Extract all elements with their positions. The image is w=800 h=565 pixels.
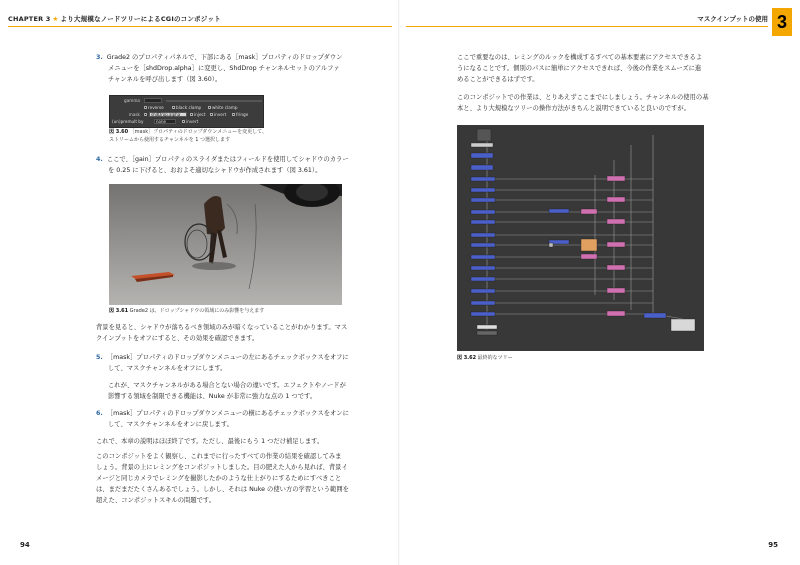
- text-line: 超えた、コンポジットスキルの問題です。: [96, 497, 216, 504]
- text-line: クインプットをオフにすると、その効果を確認できます。: [96, 335, 259, 342]
- text-line: チャンネルを呼び出します（図 3.60）。: [108, 76, 222, 83]
- render-photo-lemming-shadow: [109, 184, 342, 305]
- step-4: [96, 154, 386, 176]
- merge-node: [607, 242, 625, 247]
- merge-node: [607, 288, 625, 293]
- page-number-left: 94: [20, 541, 30, 549]
- write-node: [477, 325, 497, 329]
- write-node: [477, 331, 497, 335]
- figure-3-61-caption: [109, 308, 349, 316]
- step-3: [96, 52, 386, 85]
- black-clamp-checkbox: black clamp: [172, 105, 201, 110]
- merge-node: [644, 313, 666, 318]
- figure-label: 図 3.61: [109, 308, 129, 314]
- gamma-label: gamma: [124, 97, 140, 103]
- text-line: して、マスクチャンネルをオフにします。: [108, 365, 227, 372]
- shuffle-node: [471, 188, 495, 192]
- step-number: 6.: [96, 410, 103, 417]
- photo-illustration: [109, 184, 342, 305]
- header-rule: [406, 26, 768, 27]
- inject-checkbox: inject: [190, 112, 206, 117]
- shuffle-node: [471, 266, 495, 270]
- step-5: [96, 352, 391, 374]
- text-line: これが、マスクチャンネルがある場合とない場合の違いです。エフェクトやノードが: [108, 382, 346, 389]
- header-rule: [8, 26, 392, 27]
- step-number: 4.: [96, 156, 103, 163]
- node-label: [471, 143, 493, 147]
- paragraph-4: [96, 451, 394, 506]
- shuffle-node: [471, 220, 495, 224]
- mask-grade-node: [581, 239, 597, 251]
- right-paragraph-1: [457, 52, 757, 85]
- figure-label: 図 3.60: [109, 129, 129, 135]
- grade-node: [581, 209, 597, 214]
- figure-label: 図 3.62: [457, 355, 477, 361]
- fringe-checkbox: fringe: [232, 112, 248, 117]
- gamma-field: [144, 98, 162, 103]
- mask-checkbox: [144, 113, 147, 116]
- viewer-node: [671, 319, 695, 331]
- grade-node: [549, 209, 569, 213]
- figure-3-60-caption: [109, 129, 349, 144]
- step-number: 5.: [96, 354, 103, 361]
- shuffle-node: [471, 289, 495, 293]
- mask-dropdown: shdDrop.alpha: [149, 112, 187, 117]
- section-title: マスクインプットの使用: [697, 15, 768, 23]
- paragraph-1: [96, 322, 391, 344]
- white-clamp-checkbox: white clamp: [208, 105, 238, 110]
- shuffle-node: [471, 210, 495, 214]
- read-node: [477, 129, 491, 141]
- text-line: 本と、より大規模なツリーの操作方法がきちんと説明できていると良いのですが。: [457, 105, 690, 112]
- shuffle-node: [471, 198, 495, 202]
- properties-panel-screenshot: [109, 95, 264, 128]
- shuffle-node: [471, 177, 495, 181]
- shuffle-node: [471, 312, 495, 316]
- right-paragraph-2: [457, 92, 757, 114]
- right-page: [400, 0, 800, 565]
- dot-node: [549, 243, 553, 247]
- text-line: これで、本章の説明はほぼ終了です。ただし、最後にもう 1 つだけ補足します。: [96, 438, 324, 445]
- shuffle-node: [471, 233, 495, 237]
- text-line: ここで、［gain］プロパティのスライダまたはフィールドを使用してシャドウのカラー: [106, 156, 349, 163]
- node-graph-screenshot: [457, 125, 704, 351]
- text-line: Grade2 のプロパティパネルで、下部にある［mask］プロパティのドロップダウン: [106, 54, 343, 61]
- text-line: めることができるはずです。: [457, 76, 539, 83]
- node-tree-diagram: [457, 125, 704, 351]
- invert-checkbox: invert: [210, 112, 226, 117]
- text-line: 背景を見ると、シャドウが落ちるべき領域のみが暗くなっていることがわかります。マス: [96, 324, 348, 331]
- chapter-label: CHAPTER 3: [8, 15, 51, 23]
- text-line: メニューを［shdDrop.alpha］に変更し、ShdDrop チャンネルセットのアルファ: [108, 65, 340, 72]
- reverse-checkbox: reverse: [144, 105, 164, 110]
- text-line: このコンポジットをよく観察し、これまでに行ったすべての作業の結果を確認してみま: [96, 453, 342, 460]
- unpremult-label: (un)premult by: [112, 118, 144, 124]
- grade-node: [581, 254, 597, 259]
- shuffle-node: [471, 277, 495, 281]
- text-line: して、マスクチャンネルをオンに戻します。: [108, 421, 233, 428]
- chapter-tab: 3: [772, 8, 792, 36]
- paragraph-2: [108, 380, 393, 402]
- text-line: ［mask］プロパティのドロップダウンメニューの横にあるチェックボックスをオンに: [106, 410, 349, 417]
- gamma-slider: [166, 100, 262, 102]
- step-6: [96, 408, 391, 430]
- text-line: しょう。背景の上にレミングをコンポジットしました。目の肥えた人から見れば、背景イ: [96, 464, 348, 471]
- text-line: 影響する領域を制限できる機能は、Nuke が非常に強力な点の 1 つです。: [108, 393, 317, 400]
- shuffle-node: [471, 301, 495, 305]
- text-line: メージと同じカメラでレミングを撮影したかのような仕上がりにするためにすべきこと: [96, 475, 342, 482]
- text-line: を 0.25 に下げると、おおよそ適切なシャドウが作成されます（図 3.61）。: [108, 167, 322, 174]
- running-header-left: [8, 14, 221, 23]
- figure-3-62-caption: [457, 355, 513, 363]
- merge-node: [607, 311, 625, 316]
- unpremult-dropdown: none: [154, 119, 176, 124]
- caption-text: ストリームから使用するチャンネルを 1 つ選択します: [109, 136, 231, 143]
- caption-text: 最終的なツリー: [477, 355, 513, 361]
- text-line: うになることです。個別のパスに簡単にアクセスできれば、今後の作業をスムーズに進: [457, 65, 702, 72]
- merge-node: [607, 176, 625, 181]
- text-line: ［mask］プロパティのドロップダウンメニューの左にあるチェックボックスをオフに: [106, 354, 349, 361]
- text-line: は、まだまだたくさんあるでしょう。しかし、それは Nuke の使い方の学習という範囲を: [96, 486, 349, 493]
- mask-label: mask: [128, 111, 140, 117]
- step-number: 3.: [96, 54, 103, 61]
- text-line: ここで重要なのは、レミングのルックを構成するすべての基本要素にアクセスできるよ: [457, 54, 703, 61]
- caption-text: Grade2 は、ドロップシャドウの領域にのみ影響を与えます: [129, 308, 265, 314]
- paragraph-3: [96, 436, 391, 447]
- channel-node: [471, 165, 493, 170]
- chapter-title: より大規模なノードツリーによるCGIのコンポジット: [60, 15, 221, 23]
- merge-node: [607, 265, 625, 270]
- page-number-right: 95: [768, 541, 778, 549]
- shuffle-node: [471, 255, 495, 259]
- text-line: このコンポジットでの作業は、とりあえずここまでにしましょう。チャンネルの使用の基: [457, 94, 709, 101]
- invert2-checkbox: invert: [182, 119, 198, 124]
- caption-text: ［mask］プロパティのドロップダウンメニューを変更して、: [129, 129, 268, 135]
- merge-node: [607, 219, 625, 224]
- shuffle-node: [471, 243, 495, 247]
- merge-node: [607, 197, 625, 202]
- channel-node: [471, 153, 493, 158]
- star-icon: ★: [52, 15, 59, 23]
